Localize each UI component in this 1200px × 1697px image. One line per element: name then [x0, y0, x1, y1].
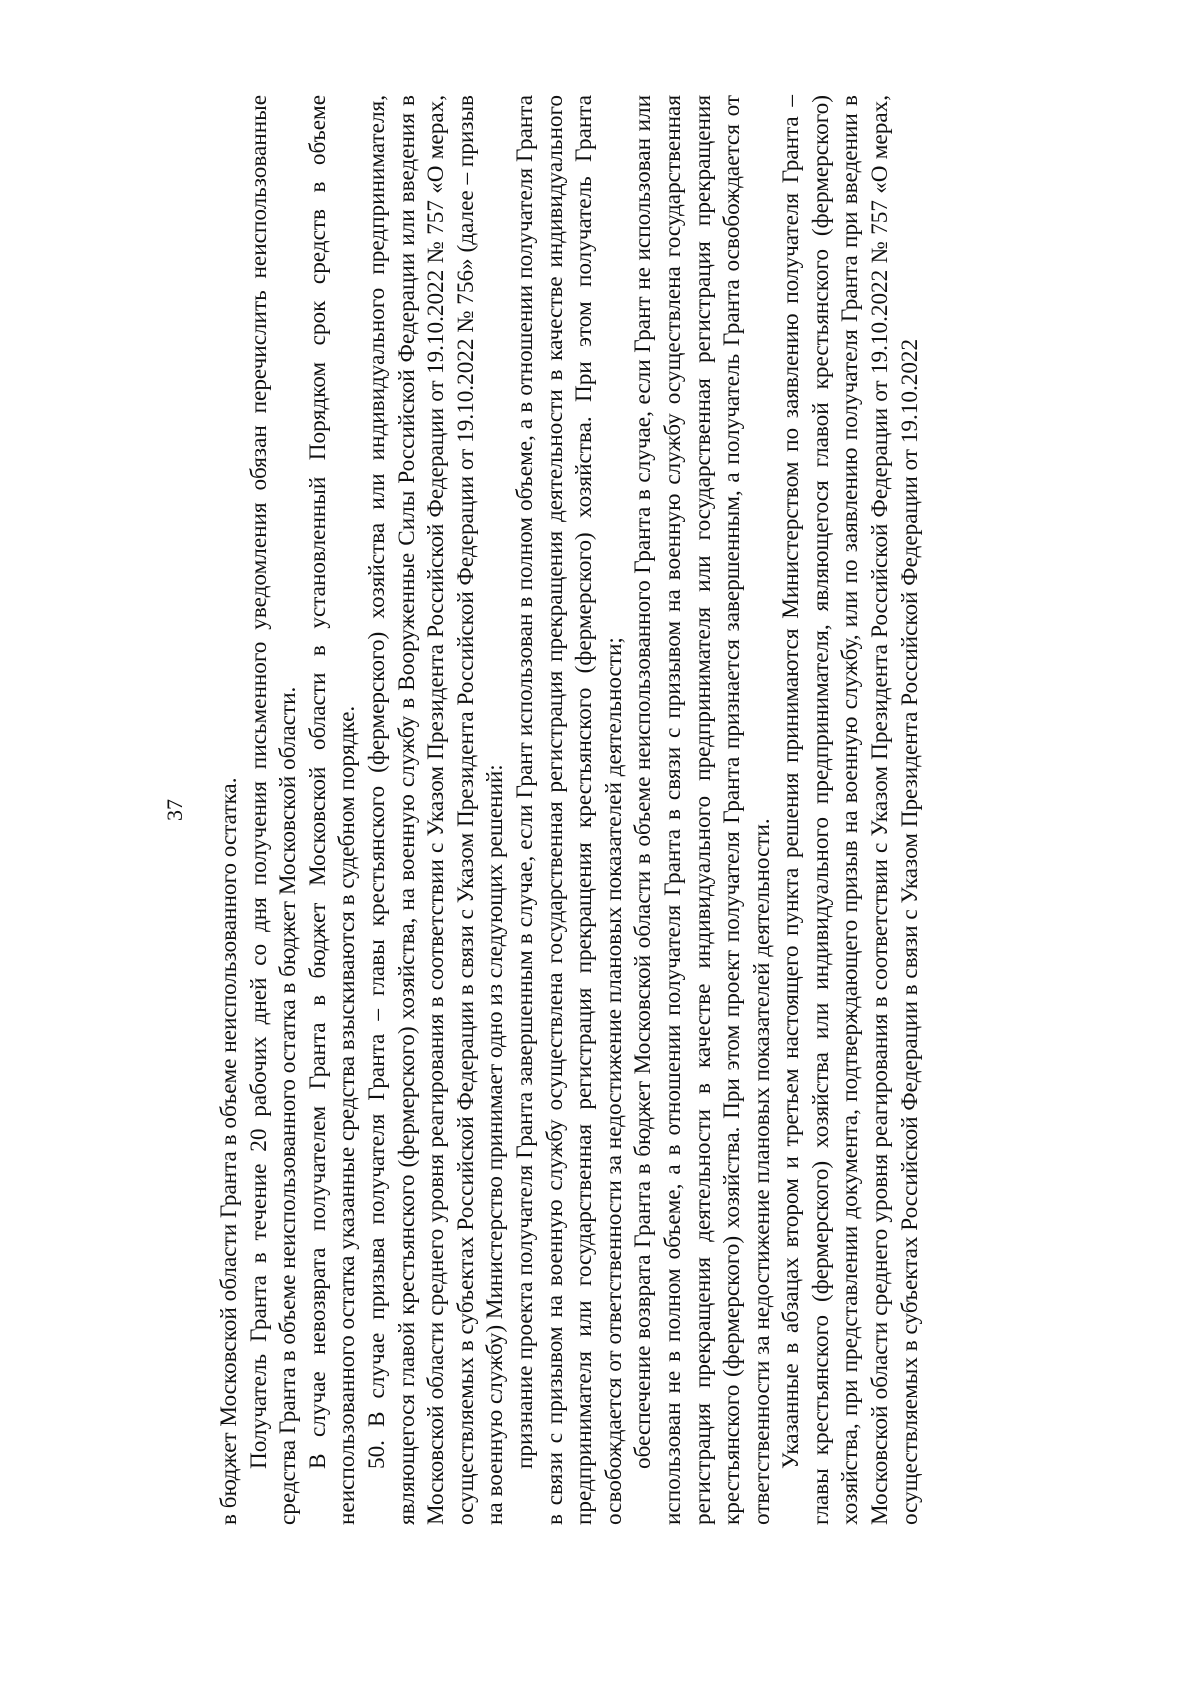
page-number: 37 — [162, 799, 187, 821]
paragraph: 50. В случае призыва получателя Гранта – главы крестьянского (фермерского) хозяйства или индивидуального предпринимателя, являющегося главой крестьянского (фермерского) хозяйства, на военную службу в Вооруженные Силы Российской Федерации или введения в Московской области среднего уровня реагирования в соответствии с Указом Президента Российской Федерации от 19.10.2022 № 757 «О мерах, осуществляемых в субъектах Российской Федерации в связи с Указом Президента Российской Федерации от 19.10.2022 № 756» (далее – призыв на военную службу) Министерство принимает одно из следующих решений: — [363, 95, 509, 1525]
rotated-text-block — [155, 95, 1015, 1525]
paragraph: обеспечение возврата Гранта в бюджет Московской области в объеме неиспользованного Гранта в случае, если Грант не использован или использован не в полном объеме, а в отношении получателя Гранта в связи с призывом на военную службу осуществлена государственная регистрация прекращения деятельности в качестве индивидуального предпринимателя или государственная регистрация прекращения крестьянского (фермерского) хозяйства. При этом проект получателя Гранта признается завершенным, а получатель Гранта освобождается от ответственности за недостижение плановых показателей деятельности. — [630, 95, 775, 1525]
paragraph: Получатель Гранта в течение 20 рабочих дней со дня получения письменного уведомления обязан перечислить неиспользованные средства Гранта в объеме неиспользованного остатка в бюджет Московской области. — [245, 95, 302, 1525]
paragraph: признание проекта получателя Гранта завершенным в случае, если Грант использован в полном объеме, а в отношении получателя Гранта в связи с призывом на военную службу осуществлена государственная регистрация прекращения деятельности в качестве индивидуального предпринимателя или государственная регистрация прекращения крестьянского (фермерского) хозяйства. При этом получатель Гранта освобождается от ответственности за недостижение плановых показателей деятельности; — [511, 95, 627, 1525]
paragraph: В случае невозврата получателем Гранта в бюджет Московской области в установленный Порядком срок средств в объеме неиспользованного остатка указанные средства взыскиваются в судебном порядке. — [304, 95, 361, 1525]
page-content — [155, 95, 1015, 1525]
paragraph: в бюджет Московской области Гранта в объеме неиспользованного остатка. — [216, 777, 242, 1525]
paragraph: Указанные в абзацах втором и третьем настоящего пункта решения принимаются Министерством по заявлению получателя Гранта – главы крестьянского (фермерского) хозяйства или индивидуального предпринимателя, являющегося главой крестьянского (фермерского) хозяйства, при представлении документа, подтверждающего призыв на военную службу, или по заявлению получателя Гранта при введении в Московской области среднего уровня реагирования в соответствии с Указом Президента Российской Федерации от 19.10.2022 № 757 «О мерах, осуществляемых в субъектах Российской Федерации в связи с Указом Президента Российской Федерации от 19.10.2022 — [778, 95, 923, 1525]
